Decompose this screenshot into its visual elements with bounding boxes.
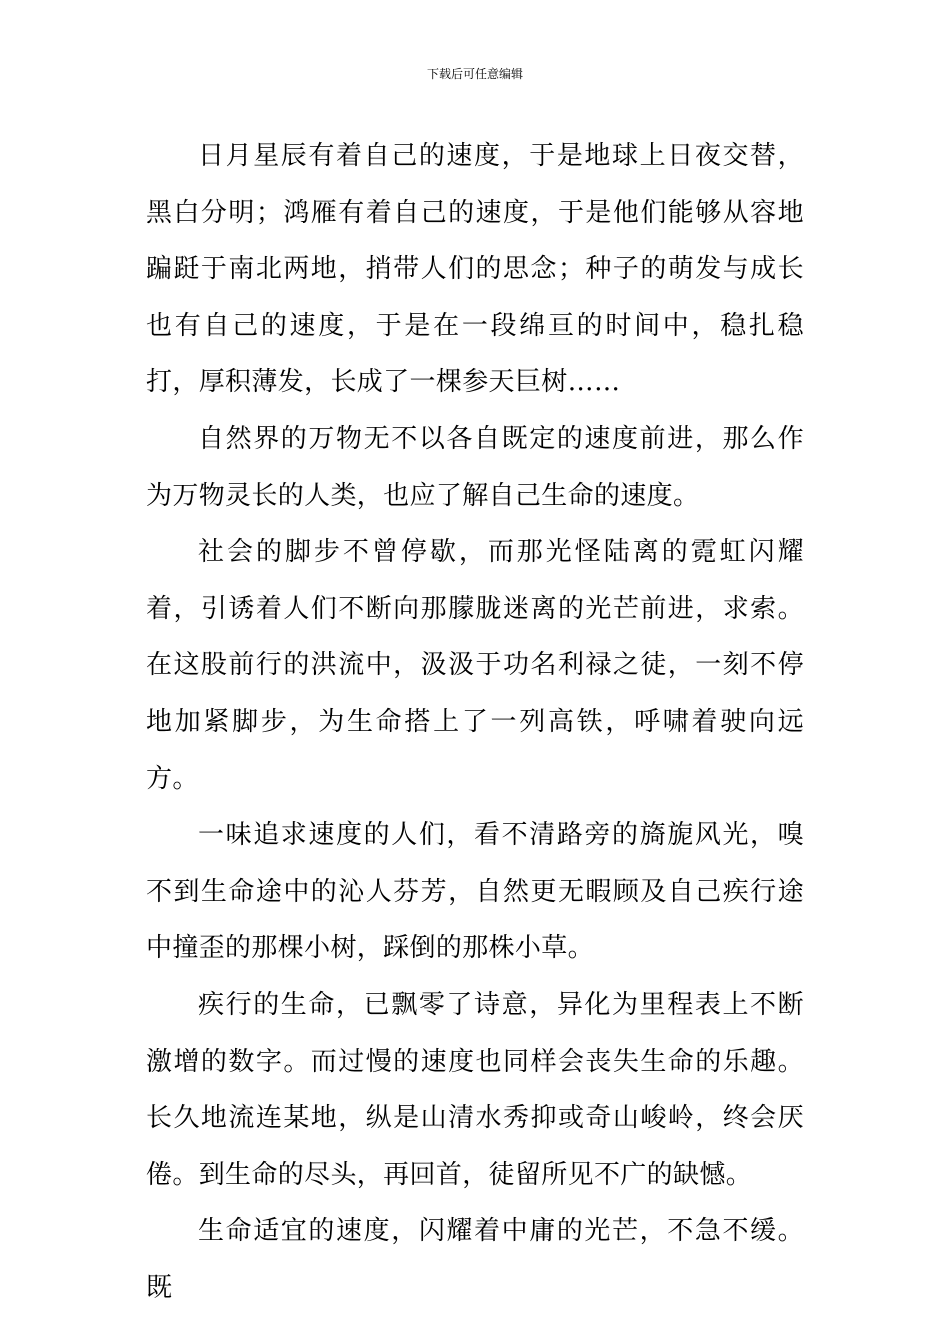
paragraph: 一味追求速度的人们，看不清路旁的旖旎风光，嗅不到生命途中的沁人芬芳，自然更无暇顾及自己疾行途中撞歪的那棵小树，踩倒的那株小草。 bbox=[146, 820, 804, 964]
paragraph: 日月星辰有着自己的速度，于是地球上日夜交替，黑白分明；鸿雁有着自己的速度，于是他们能够从容地蹁跹于南北两地，捎带人们的思念；种子的萌发与成长也有自己的速度，于是在一段绵亘的时间中，稳扎稳打，厚积薄发，长成了一棵参天巨树…… bbox=[146, 141, 804, 398]
paragraph: 社会的脚步不曾停歇，而那光怪陆离的霓虹闪耀着，引诱着人们不断向那朦胧迷离的光芒前进，求索。在这股前行的洪流中，汲汲于功名利禄之徒，一刻不停地加紧脚步，为生命搭上了一列高铁，呼啸着驶向远方。 bbox=[146, 537, 804, 794]
page-header: 下载后可任意编辑 bbox=[426, 67, 523, 81]
paragraph: 生命适宜的速度，闪耀着中庸的光芒，不急不缓。既 bbox=[146, 1216, 804, 1303]
document-body bbox=[146, 128, 804, 1316]
paragraph: 自然界的万物无不以各自既定的速度前进，那么作为万物灵长的人类，也应了解自己生命的速度。 bbox=[146, 423, 804, 511]
paragraph: 疾行的生命，已飘零了诗意，异化为里程表上不断激增的数字。而过慢的速度也同样会丧失生命的乐趣。长久地流连某地，纵是山清水秀抑或奇山峻岭，终会厌倦。到生命的尽头，再回首，徒留所见不广的缺憾。 bbox=[146, 989, 804, 1190]
